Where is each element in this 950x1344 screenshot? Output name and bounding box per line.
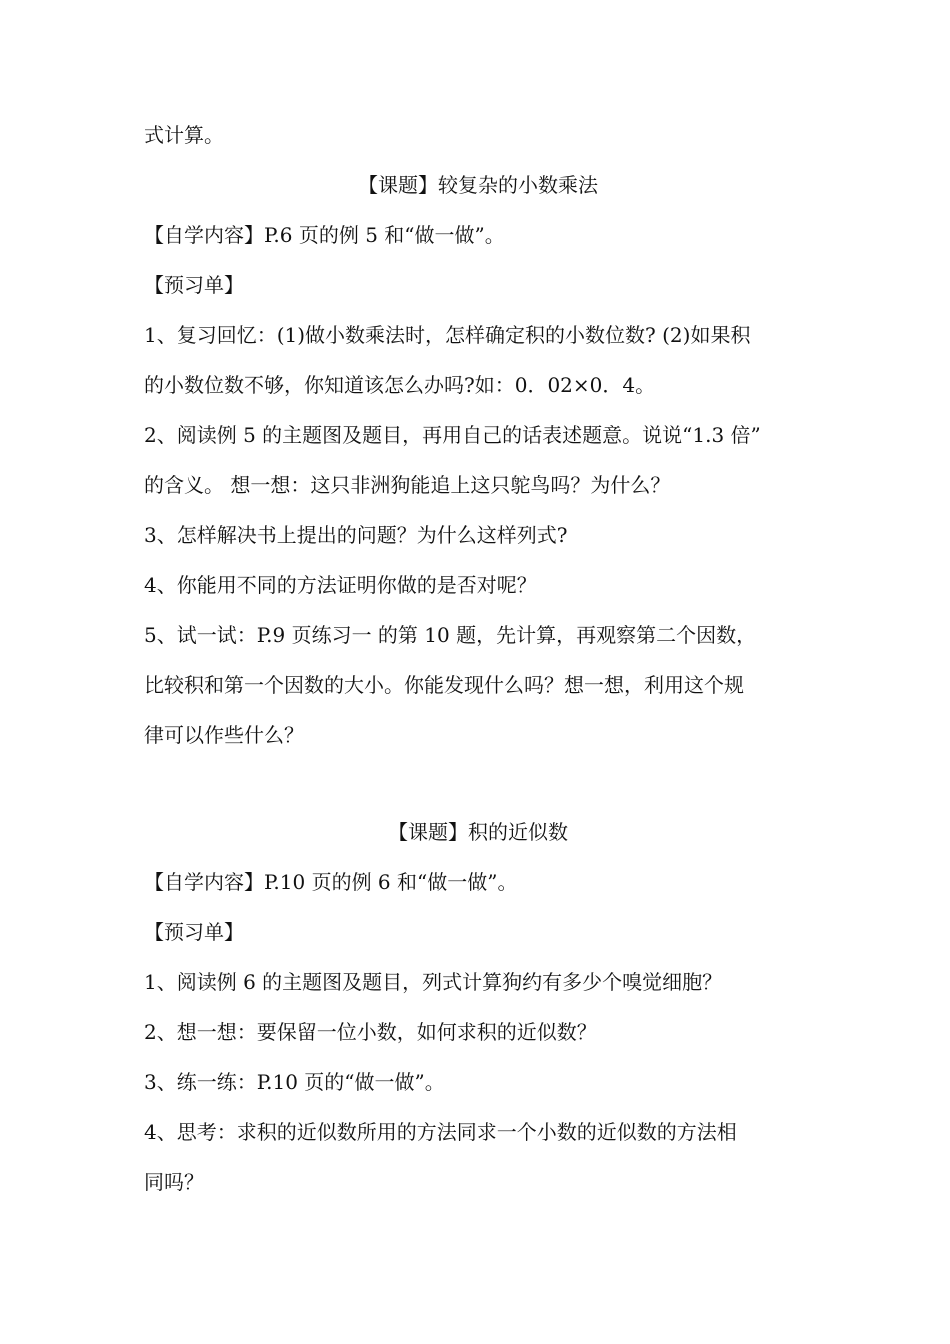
section1-line: 3、怎样解决书上提出的问题？为什么这样列式? [144, 523, 568, 547]
section1-title: 【课题】较复杂的小数乘法 [358, 173, 598, 197]
section2-preview-label: 【预习单】 [144, 920, 244, 944]
section1-line: 1、复习回忆：(1)做小数乘法时，怎样确定积的小数位数? (2)如果积 [144, 323, 751, 347]
section2-content-label: 【自学内容】P.10 页的例 6 和“做一做”。 [144, 870, 518, 894]
section2-line: 2、想一想：要保留一位小数，如何求积的近似数？ [144, 1020, 597, 1044]
section1-line: 律可以作些什么？ [144, 723, 304, 747]
section1-line: 5、试一试：P.9 页练习一 的第 10 题，先计算，再观察第二个因数， [144, 623, 757, 647]
section2-line: 4、思考：求积的近似数所用的方法同求一个小数的近似数的方法相 [144, 1120, 737, 1144]
section1-preview-label: 【预习单】 [144, 273, 244, 297]
section1-line: 2、阅读例 5 的主题图及题目，再用自己的话表述题意。说说“1.3 倍” [144, 423, 761, 447]
section2-line: 1、阅读例 6 的主题图及题目，列式计算狗约有多少个嗅觉细胞？ [144, 970, 723, 994]
section2-line: 3、练一练：P.10 页的“做一做”。 [144, 1070, 445, 1094]
section2-title: 【课题】积的近似数 [388, 820, 568, 844]
section1-line: 比较积和第一个因数的大小。你能发现什么吗？想一想，利用这个规 [144, 673, 744, 697]
continuation-text: 式计算。 [144, 123, 224, 147]
section2-line: 同吗？ [144, 1170, 204, 1194]
section1-content-label: 【自学内容】P.6 页的例 5 和“做一做”。 [144, 223, 505, 247]
section1-line: 的小数位数不够，你知道该怎么办吗?如：0．02×0．4。 [144, 373, 656, 397]
section1-line: 4、你能用不同的方法证明你做的是否对呢？ [144, 573, 537, 597]
section1-line: 的含义。 想一想：这只非洲狗能追上这只鸵鸟吗？为什么？ [144, 473, 671, 497]
